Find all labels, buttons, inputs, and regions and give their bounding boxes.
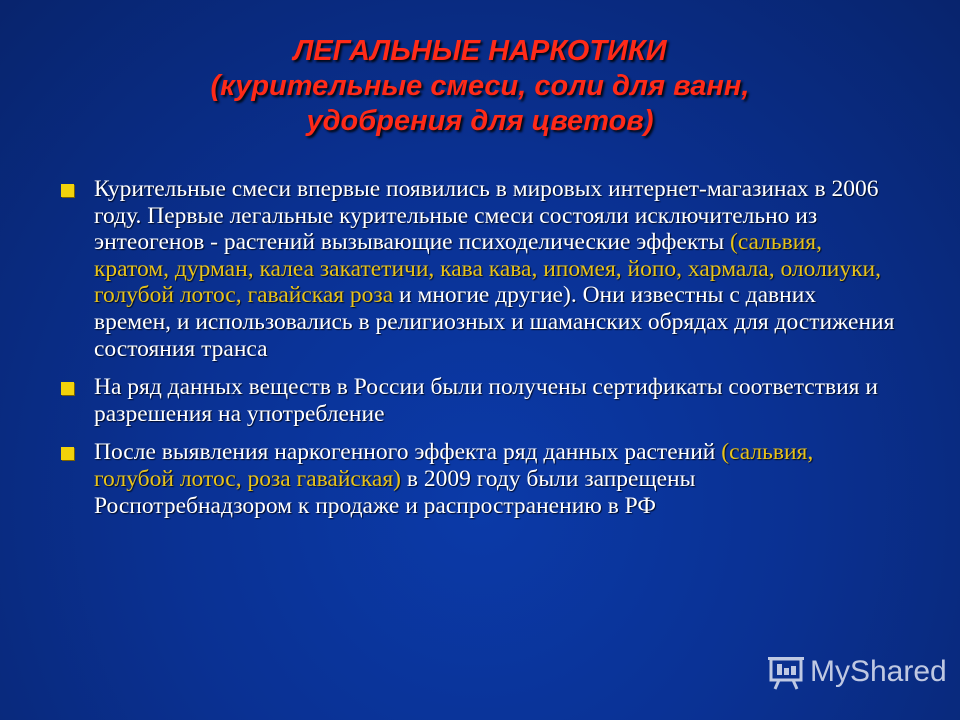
bullet-highlight: (сальвия, голубой лотос, роза гавайская)	[94, 439, 814, 492]
bullet-text: На ряд данных веществ в России были получены сертификаты соответствия и разрешения на употребление	[94, 374, 878, 427]
slide-title	[120, 34, 840, 139]
square-bullet-icon	[61, 184, 74, 197]
bullet-item	[58, 176, 898, 362]
bullet-highlight: (сальвия, кратом, дурман, калеа закатетичи, кава кава, ипомея, йопо, хармала, ололиуки, голубой лотос, гавайская роза	[94, 229, 881, 309]
watermark-text: MyShared	[810, 655, 947, 688]
square-bullet-icon	[61, 447, 74, 460]
bullet-item	[58, 374, 898, 427]
watermark-logo	[766, 652, 947, 692]
bullet-text: Курительные смеси впервые появились в мировых интернет-магазинах в 2006 году. Первые легальные курительные смеси состояли исключительно из энтеогенов - растений вызывающие психоделические эффекты	[94, 176, 879, 256]
title-line: (курительные смеси, соли для ванн,	[210, 70, 750, 102]
title-line: ЛЕГАЛЬНЫЕ НАРКОТИКИ	[293, 35, 667, 67]
bullet-text-end: в 2009 году были запрещены Роспотребнадзором к продаже и распространению в РФ	[94, 465, 696, 519]
bullet-list	[58, 176, 898, 531]
bullet-text: После выявления наркогенного эффекта ряд данных растений	[94, 439, 722, 466]
bullet-text-end: и многие другие). Они известны с давних времен, и использовались в религиозных и шаманских обрядах для достижения состояния транса	[94, 282, 895, 362]
bullet-item	[58, 439, 898, 519]
presentation-board-icon	[766, 652, 806, 692]
title-line: удобрения для цветов)	[306, 105, 654, 137]
square-bullet-icon	[61, 382, 74, 395]
